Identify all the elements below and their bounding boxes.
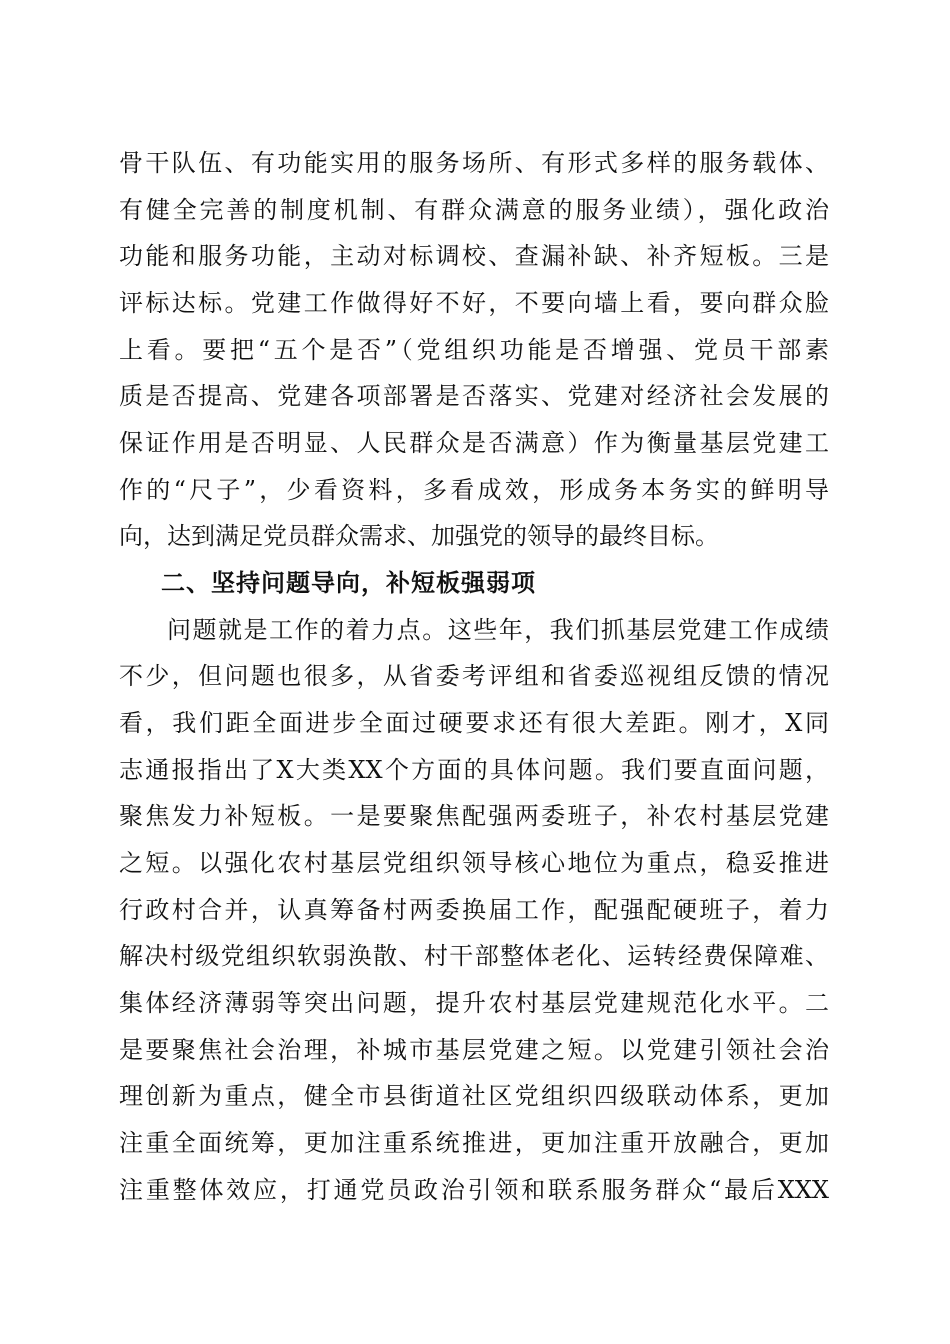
paragraph-2-line: 看，我们距全面进步全面过硬要求还有很大差距。刚才，X同 [119,709,829,737]
paragraph-2-line: 问题就是工作的着力点。这些年，我们抓基层党建工作成绩 [167,616,829,644]
paragraph-1-line: 保证作用是否明显、人民群众是否满意）作为衡量基层党建工 [119,429,829,457]
paragraph-2-line: 集体经济薄弱等突出问题，提升农村基层党建规范化水平。二 [119,989,829,1017]
paragraph-1-line: 作的“尺子”，少看资料，多看成效，形成务本务实的鲜明导 [119,476,829,504]
paragraph-1-line: 向，达到满足党员群众需求、加强党的领导的最终目标。 [119,522,719,550]
paragraph-1-line: 骨干队伍、有功能实用的服务场所、有形式多样的服务载体、 [119,149,829,177]
paragraph-2-line: 聚焦发力补短板。一是要聚焦配强两委班子，补农村基层党建 [119,802,829,830]
paragraph-1-line: 上看。要把“五个是否”（党组织功能是否增强、党员干部素 [119,336,829,364]
paragraph-2-line: 行政村合并，认真筹备村两委换届工作，配强配硬班子，着力 [119,896,829,924]
paragraph-1-line: 功能和服务功能，主动对标调校、查漏补缺、补齐短板。三是 [119,242,829,270]
paragraph-2-line: 理创新为重点，健全市县街道社区党组织四级联动体系，更加 [119,1082,829,1110]
paragraph-2-line: 是要聚焦社会治理，补城市基层党建之短。以党建引领社会治 [119,1036,829,1064]
paragraph-2-line: 解决村级党组织软弱涣散、村干部整体老化、运转经费保障难、 [119,942,829,970]
paragraph-1-line: 质是否提高、党建各项部署是否落实、党建对经济社会发展的 [119,382,829,410]
paragraph-2-line: 之短。以强化农村基层党组织领导核心地位为重点，稳妥推进 [119,849,829,877]
paragraph-2-line: 不少，但问题也很多，从省委考评组和省委巡视组反馈的情况 [119,662,829,690]
paragraph-2-line: 注重整体效应，打通党员政治引领和联系服务群众“最后XXX [119,1176,829,1204]
paragraph-1-line: 有健全完善的制度机制、有群众满意的服务业绩），强化政治 [119,196,829,224]
paragraph-1-line: 评标达标。党建工作做得好不好，不要向墙上看，要向群众脸 [119,289,829,317]
section-heading: 二、坚持问题导向，补短板强弱项 [161,569,536,597]
paragraph-2-line: 志通报指出了X大类XX个方面的具体问题。我们要直面问题， [119,756,829,784]
paragraph-2-line: 注重全面统筹，更加注重系统推进，更加注重开放融合，更加 [119,1129,829,1157]
